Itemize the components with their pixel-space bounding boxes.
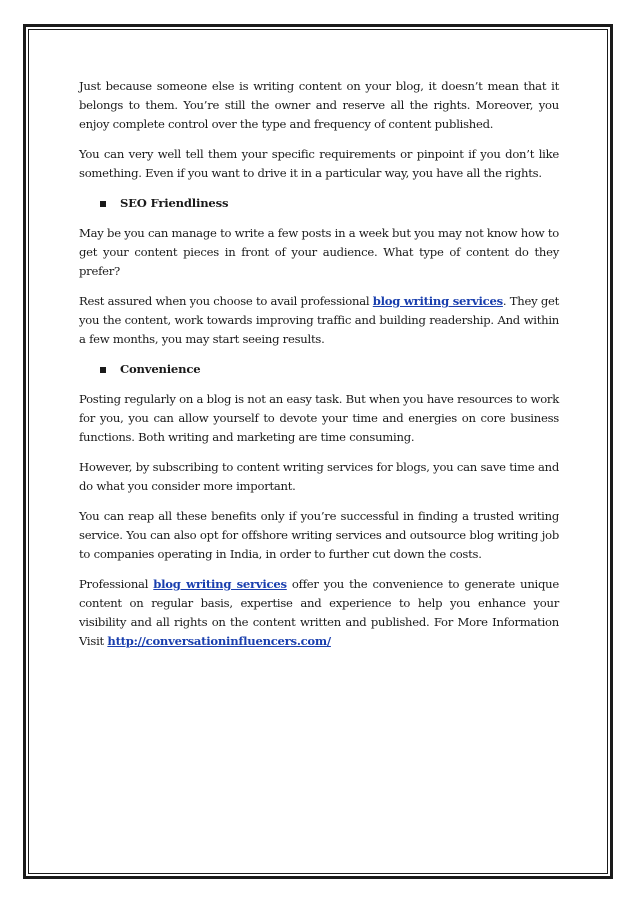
blog-writing-services-link[interactable]: blog writing services: [372, 294, 503, 308]
paragraph-benefits: You can reap all these benefits only if you’re successful in finding a trusted writing service. You can also opt for offshore writing services and outsource blog writing job to companies operating in India, in order to further cut down the costs.: [79, 509, 559, 561]
bullet-label: SEO Friendliness: [120, 196, 229, 210]
paragraph-ownership: Just because someone else is writing content on your blog, it doesn’t mean that it belongs to them. You’re still the owner and reserve all the rights. Moreover, you enjoy complete control over the type and frequency of content published.: [79, 79, 559, 131]
paragraph-professional: Professional blog writing services offer you the convenience to generate unique content on regular basis, expertise and experience to help you enhance your visibility and all rights on the content written and published. For More Information Visit http://conversationinfluencers.com/: [79, 577, 560, 648]
blog-writing-services-link[interactable]: blog writing services: [153, 577, 287, 591]
website-url-link[interactable]: http://conversationinfluencers.com/: [107, 634, 331, 648]
paragraph-rights: You can very well tell them your specific requirements or pinpoint if you don’t like something. Even if you want to drive it in a particular way, you have all the rights.: [79, 147, 559, 180]
paragraph-posting: Posting regularly on a blog is not an easy task. But when you have resources to work for you, you can allow yourself to devote your time and energies on core business functions. Both writing and marketing are time consuming.: [79, 392, 559, 444]
bullet-seo-friendliness: [79, 194, 559, 213]
square-bullet-icon: [100, 367, 106, 373]
square-bullet-icon: [100, 201, 106, 207]
paragraph-rest-assured: Rest assured when you choose to avail professional blog writing services. They get you the content, work towards improving traffic and building readership. And within a few months, you may start seeing results.: [79, 294, 560, 346]
bullet-label: Convenience: [120, 362, 201, 376]
document-body: [79, 77, 559, 662]
bullet-convenience: [79, 360, 559, 379]
paragraph-subscribing: However, by subscribing to content writing services for blogs, you can save time and do what you consider more important.: [79, 460, 559, 493]
paragraph-audience: May be you can manage to write a few posts in a week but you may not know how to get your content pieces in front of your audience. What type of content do they prefer?: [79, 226, 559, 278]
